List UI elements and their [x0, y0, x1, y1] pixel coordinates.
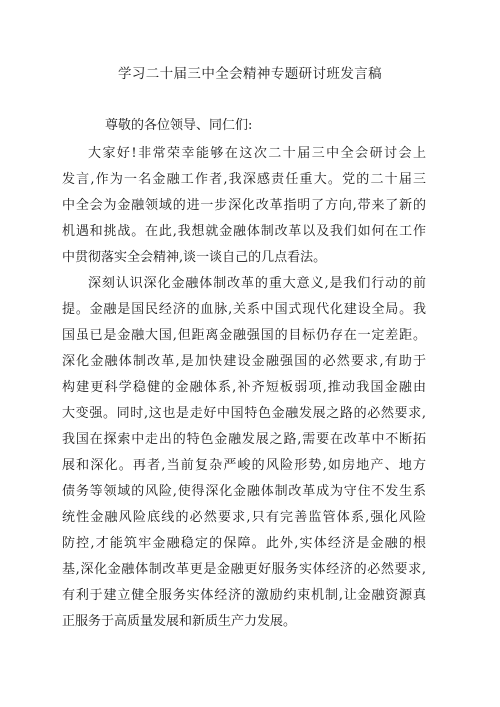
body-line: 有利于建立健全服务实体经济的激励约束机制,让金融资源真 [62, 588, 426, 603]
body-line: 统性金融风险底线的必然要求,只有完善监管体系,强化风险 [62, 510, 426, 525]
body-line: 基,深化金融体制改革更是金融更好服务实体经济的必然要求, [62, 562, 426, 577]
body-line: 防控,才能筑牢金融稳定的保障。此外,实体经济是金融的根 [62, 536, 426, 551]
body-line: 发言,作为一名金融工作者,我深感责任重大。党的二十届三 [62, 172, 426, 187]
body-line: 我国在探索中走出的特色金融发展之路,需要在改革中不断拓 [62, 432, 426, 447]
body-line: 债务等领域的风险,使得深化金融体制改革成为守住不发生系 [62, 484, 426, 499]
body-line: 深刻认识深化金融体制改革的重大意义,是我们行动的前 [88, 276, 426, 291]
salutation: 尊敬的各位领导、同仁们: [105, 118, 253, 133]
body-line: 大变强。同时,这也是走好中国特色金融发展之路的必然要求, [62, 406, 426, 421]
body-line: 机遇和挑战。在此,我想就金融体制改革以及我们如何在工作 [62, 224, 426, 239]
body-line: 正服务于高质量发展和新质生产力发展。 [62, 614, 297, 629]
body-line: 中贯彻落实全会精神,谈一谈自己的几点看法。 [62, 250, 327, 265]
body-line: 展和深化。再者,当前复杂严峻的风险形势,如房地产、地方 [62, 458, 426, 473]
body-line: 深化金融体制改革,是加快建设金融强国的必然要求,有助于 [62, 354, 426, 369]
body-line: 中全会为金融领域的进一步深化改革指明了方向,带来了新的 [62, 198, 426, 213]
body-line: 构建更科学稳健的金融体系,补齐短板弱项,推动我国金融由 [62, 380, 426, 395]
body-line: 大家好!非常荣幸能够在这次二十届三中全会研讨会上 [88, 146, 426, 161]
body-line: 国虽已是金融大国,但距离金融强国的目标仍存在一定差距。 [62, 328, 426, 343]
body-line: 提。金融是国民经济的血脉,关系中国式现代化建设全局。我 [62, 302, 426, 317]
page-title: 学习二十届三中全会精神专题研讨班发言稿 [117, 66, 383, 82]
